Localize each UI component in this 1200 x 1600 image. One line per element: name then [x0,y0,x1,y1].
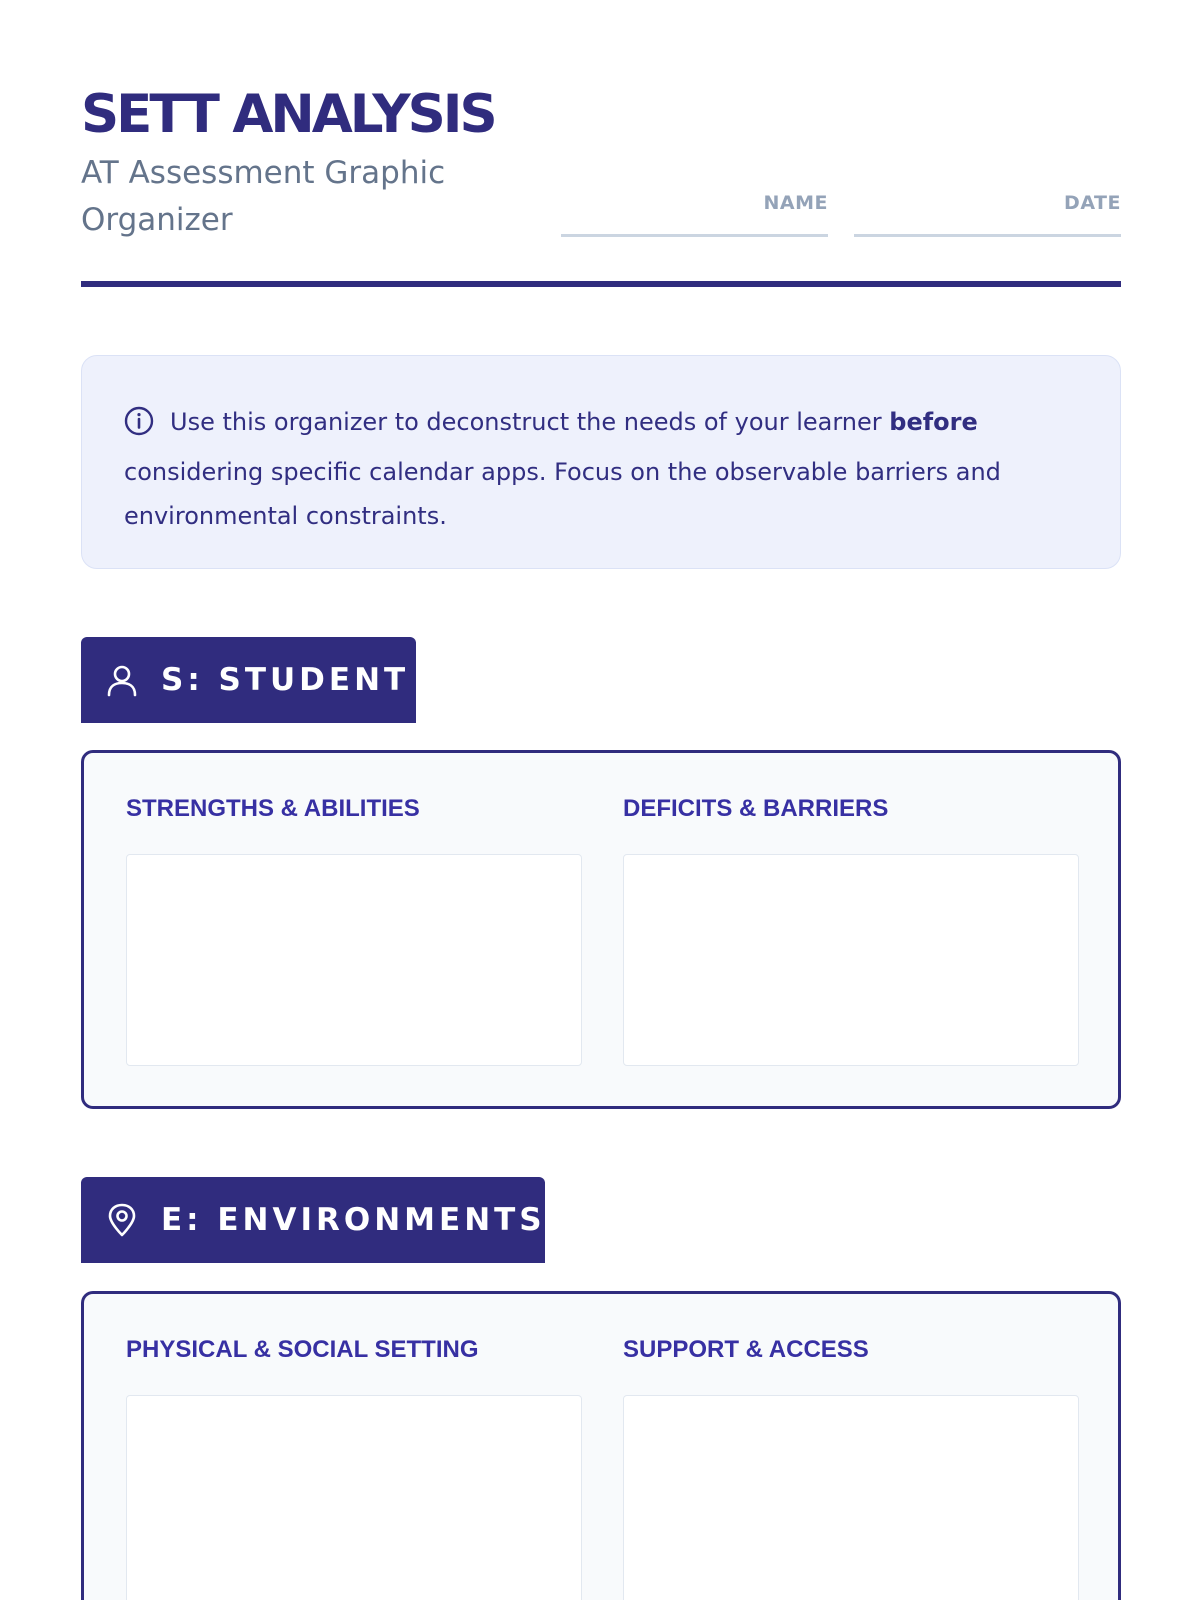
deficits-answer-box[interactable] [623,854,1079,1066]
section-tab-student [81,637,416,723]
instructions-text: Use this organizer to deconstruct the needs of your learner [170,408,890,436]
info-circle-icon [124,406,154,450]
strengths-answer-box[interactable] [126,854,582,1066]
physical-social-label: PHYSICAL & SOCIAL SETTING [126,1336,479,1363]
user-icon [105,663,139,697]
instructions-callout [81,355,1121,569]
section-title-student: S: STUDENT [161,662,410,698]
name-field[interactable] [561,192,828,237]
page-title: SETT ANALYSIS [81,84,495,145]
date-field[interactable] [854,192,1121,237]
section-panel-environments [81,1291,1121,1600]
worksheet-header [81,84,1121,287]
support-access-label: SUPPORT & ACCESS [623,1336,869,1363]
physical-social-answer-box[interactable] [126,1395,582,1600]
page-subtitle: AT Assessment Graphic Organizer [81,155,446,238]
support-access-answer-box[interactable] [623,1395,1079,1600]
strengths-label: STRENGTHS & ABILITIES [126,795,420,822]
deficits-label: DEFICITS & BARRIERS [623,795,889,822]
name-label: NAME [763,192,828,214]
section-title-environments: E: ENVIRONMENTS [161,1202,546,1238]
instructions-emphasis: before [889,408,978,436]
section-tab-environments [81,1177,545,1263]
instructions-text-continued: considering specific calendar apps. Focus on the observable barriers and environmental constraints. [124,458,1001,530]
map-pin-icon [105,1203,139,1237]
section-panel-student [81,750,1121,1109]
date-label: DATE [1064,192,1121,214]
header-divider [81,281,1121,287]
